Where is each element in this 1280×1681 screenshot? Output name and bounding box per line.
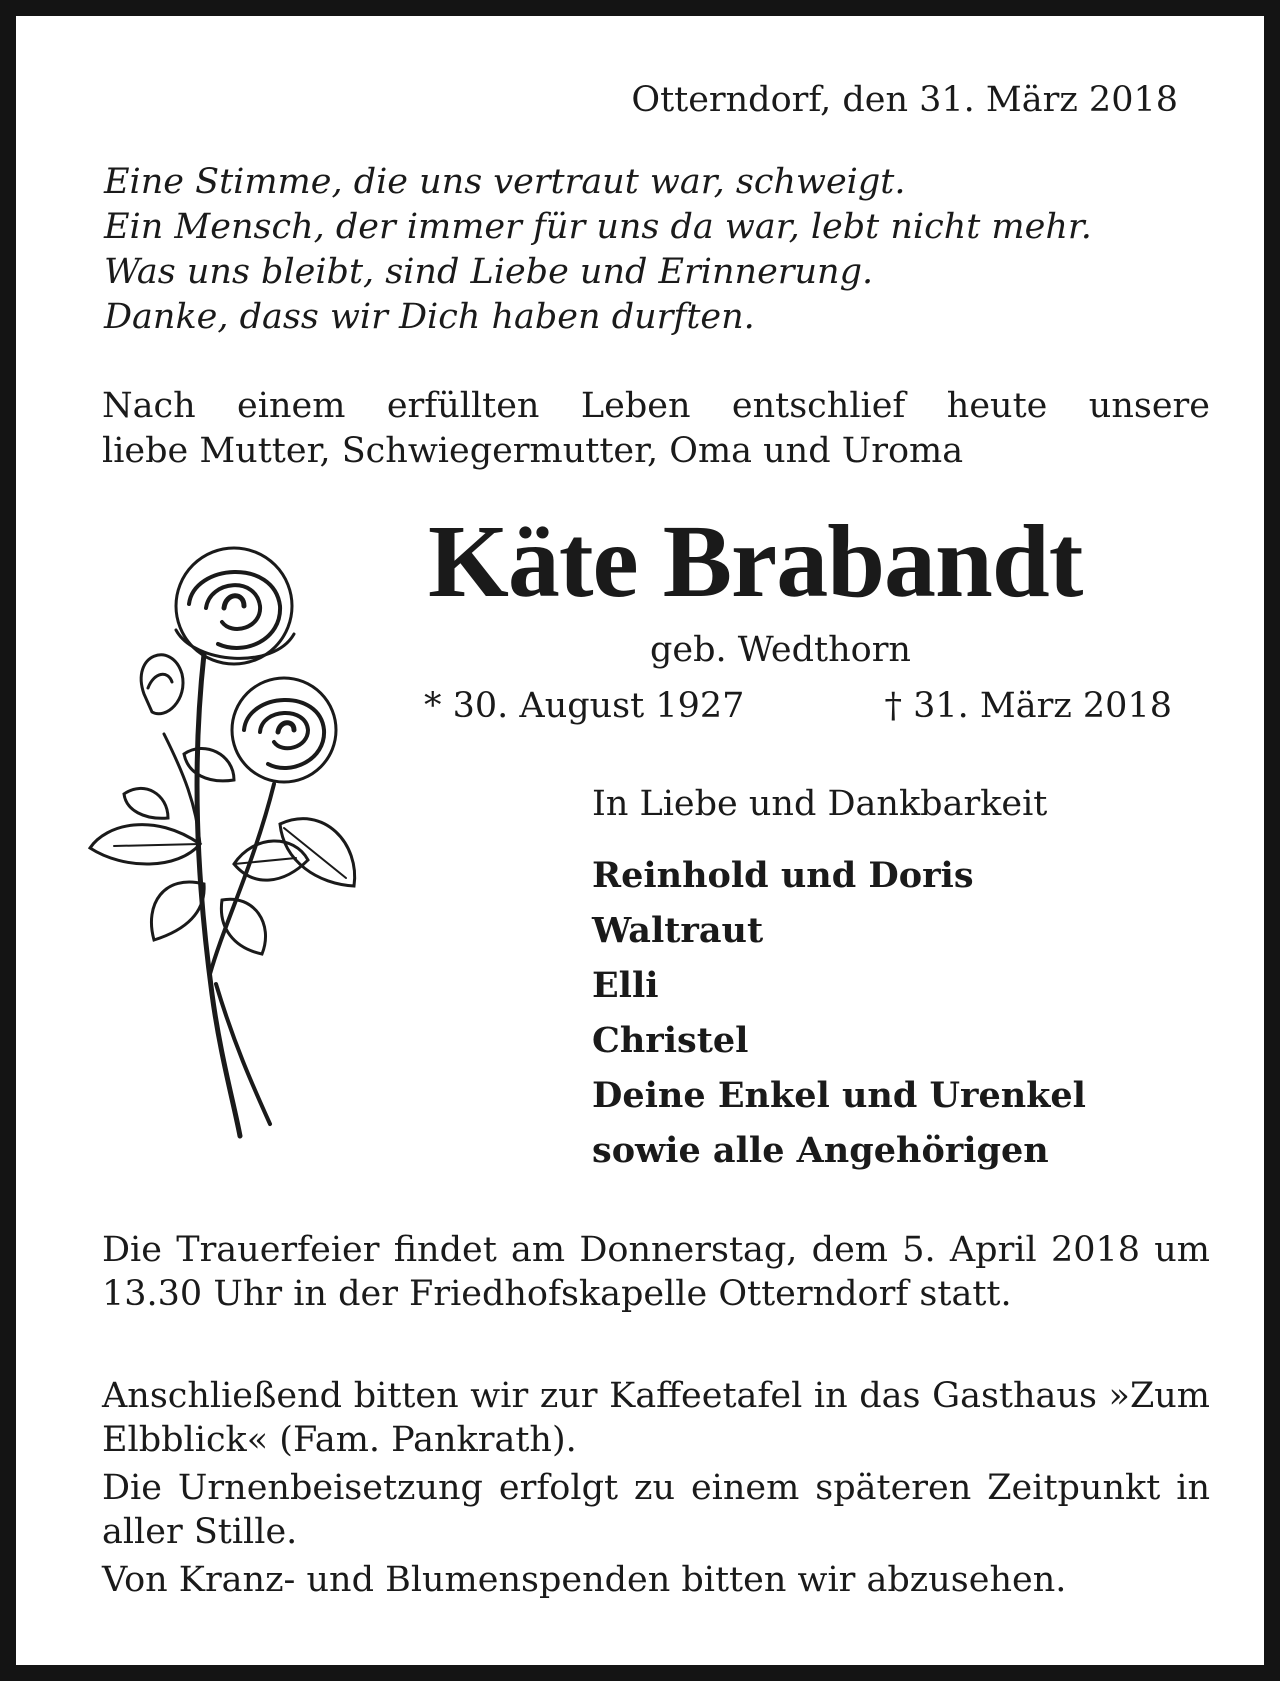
- rose-illustration-icon: [84, 544, 374, 1146]
- mourners-intro: In Liebe und Dankbarkeit: [592, 784, 1048, 824]
- mourner-name: Reinhold und Doris: [592, 855, 974, 896]
- intro-text: [102, 384, 1210, 474]
- mourner-name: Christel: [592, 1020, 749, 1061]
- mourner-name: Elli: [592, 965, 659, 1006]
- poem-line: Eine Stimme, die uns vertraut war, schweigt.: [104, 162, 906, 202]
- burial-notice: Die Urnenbeisetzung erfolgt zu einem späteren Zeitpunkt in aller Stille.: [102, 1468, 1210, 1552]
- intro-line: Nach einem erfüllten Leben entschlief heute unsere: [102, 386, 1210, 426]
- life-dates: [424, 684, 1172, 728]
- poem-line: Ein Mensch, der immer für uns da war, lebt nicht mehr.: [104, 207, 1092, 247]
- poem: [104, 160, 1214, 340]
- mourner-name: Waltraut: [592, 910, 764, 951]
- poem-line: Was uns bleibt, sind Liebe und Erinnerung.: [104, 252, 874, 292]
- born-name: geb. Wedthorn: [650, 630, 911, 670]
- mourner-name: Deine Enkel und Urenkel: [592, 1075, 1086, 1116]
- birth-date: * 30. August 1927: [424, 686, 745, 726]
- mourners-list: [592, 848, 1086, 1178]
- poem-line: Danke, dass wir Dich haben durften.: [104, 297, 755, 337]
- death-date: † 31. März 2018: [884, 686, 1172, 726]
- place-date: Otterndorf, den 31. März 2018: [631, 80, 1178, 120]
- funeral-notice: Die Trauerfeier findet am Donnerstag, dem 5. April 2018 um 13.30 Uhr in der Friedhofskapelle Otterndorf statt.: [102, 1230, 1210, 1314]
- reception-notice: Anschließend bitten wir zur Kaffeetafel in das Gasthaus »Zum Elbblick« (Fam. Pankrath).: [102, 1376, 1210, 1460]
- flowers-notice: Von Kranz- und Blumenspenden bitten wir abzusehen.: [102, 1560, 1067, 1600]
- mourner-name: sowie alle Angehörigen: [592, 1130, 1049, 1171]
- intro-line: liebe Mutter, Schwiegermutter, Oma und Uroma: [102, 431, 964, 471]
- deceased-name: Käte Brabandt: [428, 504, 1083, 619]
